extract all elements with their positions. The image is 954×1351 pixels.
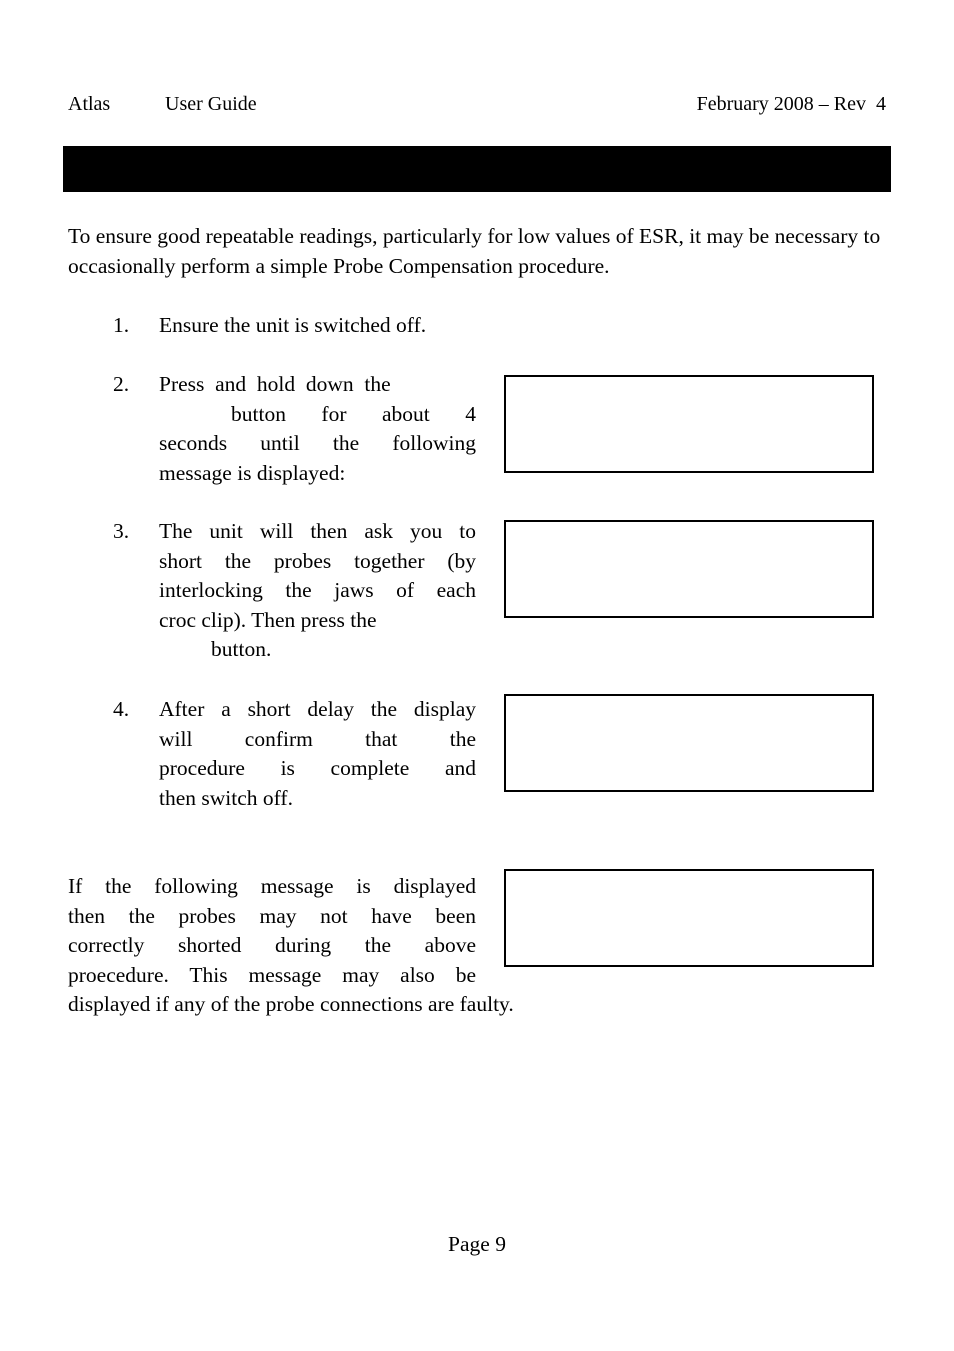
step-3-line-4: croc clip). Then press the <box>159 607 377 632</box>
step-3-line-5: button. <box>211 637 272 661</box>
step-1-text <box>159 311 499 341</box>
step-2-line-4: message is displayed: <box>159 460 346 485</box>
step-1-number: 1. <box>113 313 130 337</box>
warning-line-4: proecedure. This message may also be <box>68 962 476 987</box>
lcd-display-warning <box>504 869 874 967</box>
warning-paragraph <box>68 872 514 1020</box>
step-3-number: 3. <box>113 519 130 543</box>
lcd-display-step-3 <box>504 520 874 618</box>
header-date-revision: February 2008 – Rev 4 <box>696 93 886 115</box>
warning-line-1: If the following message is displayed <box>68 874 476 898</box>
step-3-line-1: The unit will then ask you to <box>159 519 476 543</box>
lcd-display-step-4 <box>504 694 874 792</box>
step-4-line-4: then switch off. <box>159 785 293 810</box>
step-4-number: 4. <box>113 697 130 721</box>
header-doc-type: User Guide <box>165 93 257 115</box>
step-3-line-2: short the probes together (by <box>159 548 476 573</box>
warning-line-2: then the probes may not have been <box>68 903 476 928</box>
step-4-text <box>159 695 476 813</box>
step-3-text <box>159 517 476 665</box>
step-4-line-1: After a short delay the display <box>159 697 476 721</box>
step-3-line-3: interlocking the jaws of each <box>159 578 476 602</box>
step-2-line-3: seconds until the following <box>159 431 476 455</box>
step-2-line-2: button for about 4 <box>231 401 476 426</box>
step-2-text <box>159 370 476 488</box>
step-2-number: 2. <box>113 372 130 396</box>
step-4-line-2: will confirm that the <box>159 726 476 751</box>
section-title-bar <box>63 146 891 192</box>
page-number: Page 9 <box>448 1232 506 1256</box>
warning-line-3: correctly shorted during the above <box>68 933 476 957</box>
intro-paragraph: To ensure good repeatable readings, particularly for low values of ESR, it may be necessary to occasionally perform a simple Probe Compensation procedure. <box>68 224 881 278</box>
step-4-line-3: procedure is complete and <box>159 756 476 780</box>
header-product: Atlas <box>68 93 111 115</box>
step-2-line-1: Press and hold down the <box>159 372 391 396</box>
step-1-line-1: Ensure the unit is switched off. <box>159 313 427 337</box>
lcd-display-step-2 <box>504 375 874 473</box>
warning-line-5: displayed if any of the probe connections are faulty. <box>68 992 514 1016</box>
